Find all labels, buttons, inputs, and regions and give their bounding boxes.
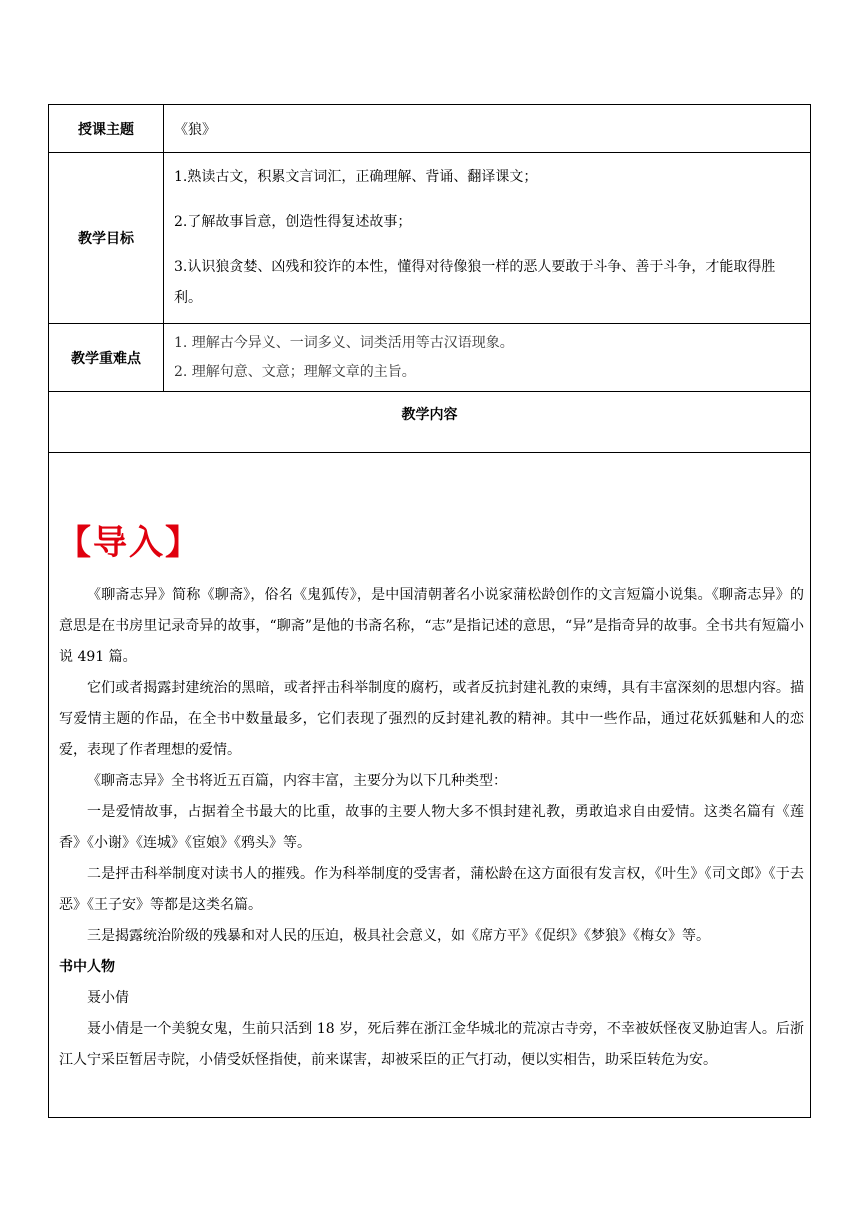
paragraph: 它们或者揭露封建统治的黑暗，或者抨击科举制度的腐朽，或者反抗封建礼教的束缚，具有丰富深刻的思想内容。描写爱情主题的作品，在全书中数量最多，它们表现了强烈的反封建礼教的精神。其中一些作品，通过花妖狐魅和人的恋爱，表现了作者理想的爱情。 [59,680,804,758]
paragraph: 《聊斋志异》简称《聊斋》，俗名《鬼狐传》，是中国清朝著名小说家蒲松龄创作的文言短篇小说集。《聊斋志异》的意思是在书房里记录奇异的故事，“聊斋”是他的书斋名称，“志”是指记述的意思，“异”是指奇异的故事。全书共有短篇小说 491 篇。 [59,587,804,665]
goals-label: 教学目标 [49,153,164,324]
difficulty-label: 教学重难点 [49,324,164,392]
characters-title: 书中人物 [59,959,115,975]
goals-row [49,153,811,324]
lesson-plan-table [48,104,811,1118]
goal-item: 2.了解故事旨意，创造性得复述故事； [174,214,412,230]
topic-row [49,105,811,153]
character-description: 聂小倩是一个美貌女鬼，生前只活到 18 岁，死后葬在浙江金华城北的荒凉古寺旁，不幸被妖怪夜叉胁迫害人。后浙江人宁采臣暂居寺院，小倩受妖怪指使，前来谋害，却被采臣的正气打动，便以实相告，助采臣转危为安。 [59,1021,804,1068]
topic-value: 《狼》 [164,105,811,153]
character-name: 聂小倩 [87,990,129,1006]
paragraph: 一是爱情故事，占据着全书最大的比重，故事的主要人物大多不惧封建礼教，勇敢追求自由爱情。这类名篇有《莲香》《小谢》《连城》《宦娘》《鸦头》等。 [59,804,804,851]
goals-cell [164,153,811,324]
paragraph: 二是抨击科举制度对读书人的摧残。作为科举制度的受害者，蒲松龄在这方面很有发言权，《叶生》《司文郎》《于去恶》《王子安》等都是这类名篇。 [59,866,804,913]
content-cell [49,453,811,1118]
content-header-row [49,392,811,453]
content-header: 教学内容 [49,392,811,453]
difficulty-row [49,324,811,392]
goal-item: 3.认识狼贪婪、凶残和狡诈的本性，懂得对待像狼一样的恶人要敢于斗争、善于斗争，才能取得胜利。 [174,259,776,306]
intro-heading: 【导入】 [57,523,201,563]
goal-item: 1.熟读古文，积累文言词汇，正确理解、背诵、翻译课文； [174,169,538,185]
paragraph: 三是揭露统治阶级的残暴和对人民的压迫，极具社会意义，如《席方平》《促织》《梦狼》《梅女》等。 [87,928,710,944]
difficulty-item: 2. 理解句意、文意；理解文章的主旨。 [174,363,416,380]
content-row [49,453,811,1118]
difficulty-cell [164,324,811,392]
paragraph: 《聊斋志异》全书将近五百篇，内容丰富，主要分为以下几种类型： [87,773,507,789]
topic-label: 授课主题 [49,105,164,153]
difficulty-item: 1. 理解古今异义、一词多义、词类活用等古汉语现象。 [174,334,514,351]
